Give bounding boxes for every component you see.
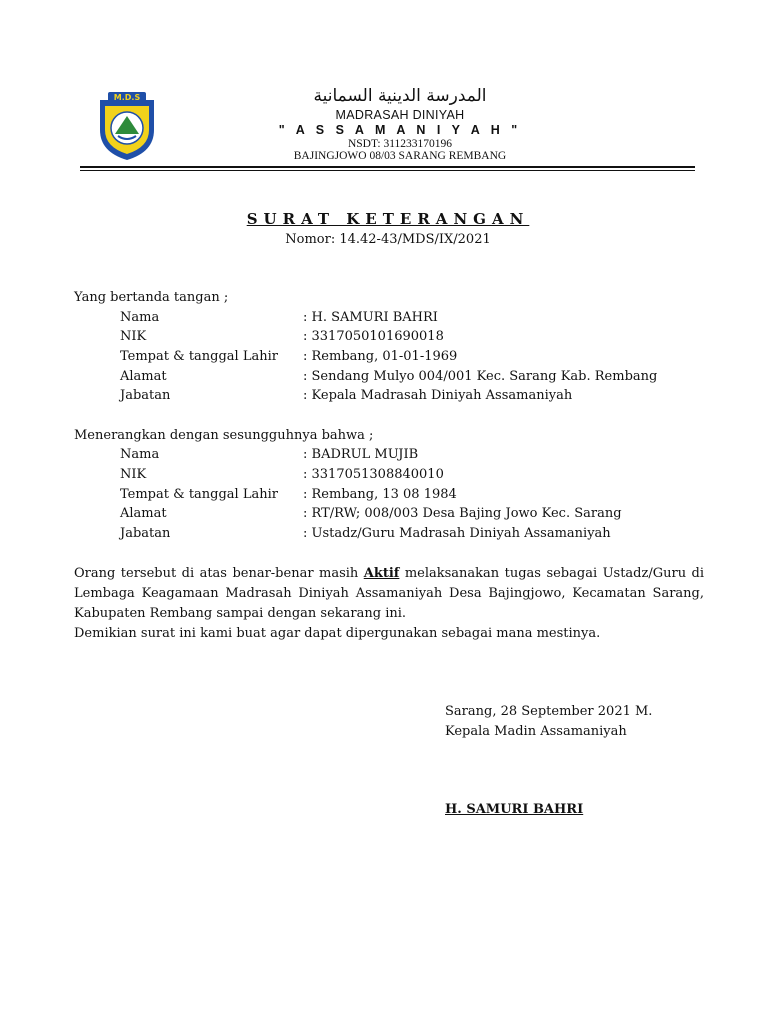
field-label: NIK xyxy=(120,329,147,344)
field-label: Alamat xyxy=(120,506,167,521)
statement-paragraph xyxy=(74,564,704,644)
statement-start: Orang tersebut di atas benar-benar masih xyxy=(74,566,364,581)
field-value: : Sendang Mulyo 004/001 Kec. Sarang Kab. Rembang xyxy=(303,369,658,384)
letter-number: Nomor: 14.42-43/MDS/IX/2021 xyxy=(285,232,491,247)
field-label: NIK xyxy=(120,467,147,482)
field-value: : RT/RW; 008/003 Desa Bajing Jowo Kec. Sarang xyxy=(303,506,622,521)
field-value: : 3317050101690018 xyxy=(303,329,444,344)
arabic-name: المدرسة الدينية السمانية xyxy=(313,86,487,106)
signature-name: H. SAMURI BAHRI xyxy=(445,802,584,817)
nsdt-number: NSDT: 311233170196 xyxy=(347,138,453,150)
letter-title: SURAT KETERANGAN xyxy=(246,210,530,228)
active-status: Aktif xyxy=(363,566,400,581)
signatory-intro: Yang bertanda tangan ; xyxy=(74,290,229,305)
header-divider-thin xyxy=(80,170,695,171)
field-label: Tempat & tanggal Lahir xyxy=(120,349,278,364)
signature-position: Kepala Madin Assamaniyah xyxy=(445,724,627,739)
field-label: Nama xyxy=(120,447,160,462)
institution-address: BAJINGJOWO 08/03 SARANG REMBANG xyxy=(293,150,507,162)
institution-name: MADRASAH DINIYAH xyxy=(335,108,465,122)
subject-intro: Menerangkan dengan sesungguhnya bahwa ; xyxy=(74,428,374,443)
field-value: : H. SAMURI BAHRI xyxy=(303,310,438,325)
signature-place-date: Sarang, 28 September 2021 M. xyxy=(445,704,653,719)
closing-statement: Demikian surat ini kami buat agar dapat dipergunakan sebagai mana mestinya. xyxy=(74,626,601,641)
field-label: Jabatan xyxy=(120,526,171,541)
logo-text: M.D.S xyxy=(113,93,141,102)
field-value: : Ustadz/Guru Madrasah Diniyah Assamaniyah xyxy=(303,526,611,541)
field-label: Jabatan xyxy=(120,388,171,403)
header-divider xyxy=(80,166,695,168)
field-label: Tempat & tanggal Lahir xyxy=(120,487,278,502)
field-value: : Rembang, 13 08 1984 xyxy=(303,487,457,502)
field-label: Alamat xyxy=(120,369,167,384)
field-value: : BADRUL MUJIB xyxy=(303,447,419,462)
madrasah-name: " A S S A M A N I Y A H " xyxy=(278,123,522,137)
madrasah-logo xyxy=(96,90,158,162)
field-value: : Rembang, 01-01-1969 xyxy=(303,349,458,364)
statement-end: melaksanakan tugas sebagai Ustadz/Guru di Lembaga Keagamaan Madrasah Diniyah Assamaniyah Desa Bajingjowo, Kecamatan Sarang, Kabupaten Rembang sampai dengan sekarang ini. xyxy=(74,566,704,621)
field-value: : Kepala Madrasah Diniyah Assamaniyah xyxy=(303,388,573,403)
field-label: Nama xyxy=(120,310,160,325)
field-value: : 3317051308840010 xyxy=(303,467,444,482)
